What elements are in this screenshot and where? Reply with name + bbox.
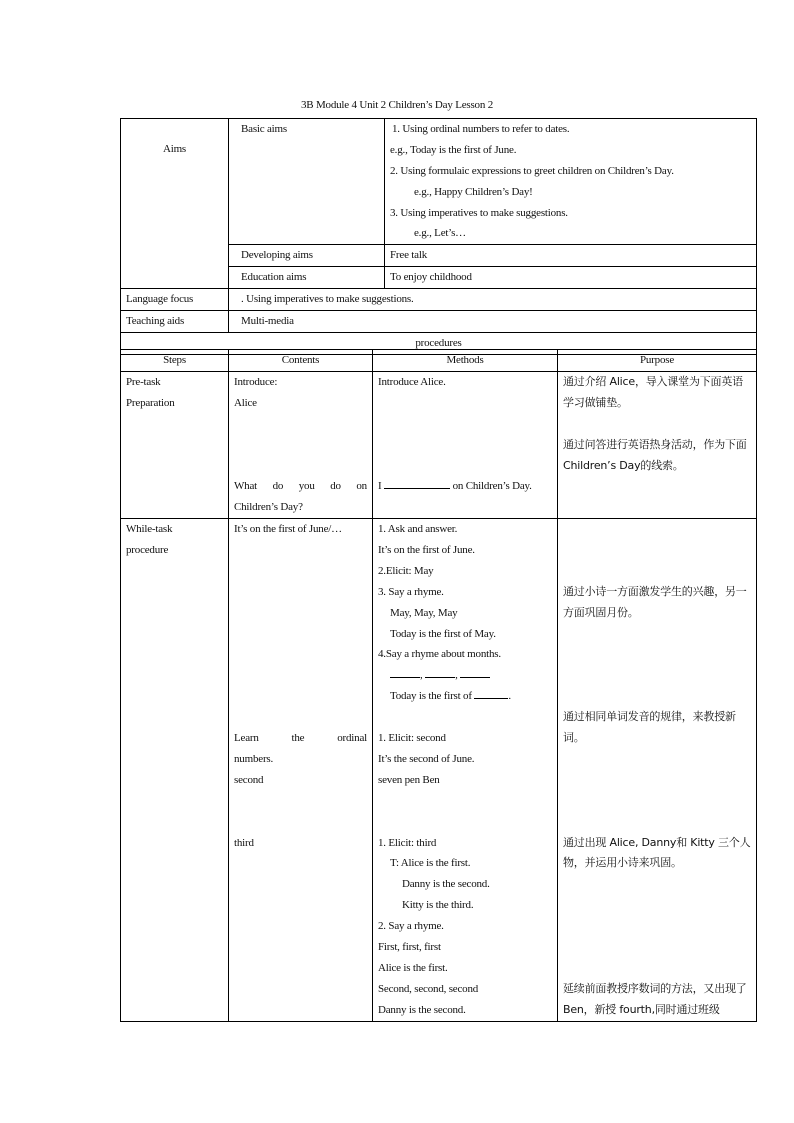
fill-blank [390, 667, 420, 678]
language-focus-value: . Using imperatives to make suggestions. [229, 289, 757, 311]
method-line: Today is the first of May. [390, 627, 496, 640]
education-aims-label: Education aims [241, 271, 307, 284]
word: do [330, 480, 341, 493]
content-line: Alice [234, 396, 257, 409]
document-title: 3B Module 4 Unit 2 Children’s Day Lesson 2 [300, 99, 494, 111]
pretask-contents [229, 371, 373, 518]
basic-aims-details [385, 119, 757, 245]
method-line: T: Alice is the first. [390, 857, 471, 870]
word: you [298, 480, 315, 493]
method-line: Danny is the second. [402, 878, 490, 891]
aims-label: Aims [162, 143, 187, 155]
content-line: numbers. [234, 752, 274, 765]
method-line: 1. Ask and answer. [378, 523, 458, 536]
word: What [234, 480, 258, 493]
content-line: second [234, 773, 264, 786]
procedures-label: procedures [121, 333, 757, 355]
content-line: Children’s Day? [234, 501, 303, 514]
method-line: 2. Say a rhyme. [378, 920, 444, 933]
step-line: Pre-task [126, 375, 161, 388]
teaching-aids-label: Teaching aids [121, 311, 229, 333]
basic-aim-line: e.g., Today is the first of June. [390, 143, 517, 156]
basic-aims-label: Basic aims [241, 123, 287, 135]
fill-blank [425, 667, 455, 678]
header-methods: Methods [373, 350, 558, 372]
pretask-purpose [558, 371, 757, 518]
method-line: Second, second, second [378, 982, 479, 995]
pretask-step [121, 371, 229, 518]
whiletask-step [121, 519, 229, 1022]
content-line: It’s on the first of June/… [234, 523, 342, 536]
method-line: 1. Elicit: third [378, 836, 437, 849]
method-line: Introduce Alice. [378, 375, 446, 388]
word: do [272, 480, 284, 493]
method-line: 4.Say a rhyme about months. [378, 648, 501, 661]
basic-aims-cell [229, 119, 385, 245]
whiletask-methods [373, 519, 558, 1022]
fill-blank [474, 688, 508, 699]
word: Today is the first of [390, 690, 472, 703]
lesson-plan-grid [120, 118, 757, 355]
procedures-table [120, 349, 757, 1022]
step-line: procedure [126, 544, 169, 557]
method-line: 2.Elicit: May [378, 564, 434, 577]
header-purpose: Purpose [558, 350, 757, 372]
method-line: 1. Elicit: second [378, 732, 446, 745]
word: on Children’s Day. [452, 480, 532, 493]
method-blank-row: , , [378, 665, 552, 686]
developing-aims-cell [229, 245, 385, 267]
method-line: Danny is the second. [378, 1003, 466, 1016]
step-line: Preparation [126, 396, 175, 409]
purpose-text: 通过介绍 Alice，导入课堂为下面英语学习做铺垫。 [563, 374, 743, 409]
purpose-text: 通过出现 Alice, Danny和 Kitty 三个人物，并运用小诗来巩固。 [563, 835, 751, 870]
basic-aim-line: 1. Using ordinal numbers to refer to dates. [392, 123, 570, 135]
method-line: seven pen Ben [378, 773, 440, 786]
education-aims-cell [229, 267, 385, 289]
word: ordinal [337, 732, 367, 745]
language-focus-label: Language focus [121, 289, 229, 311]
fill-blank [460, 667, 490, 678]
word: the [291, 732, 305, 745]
step-line: While-task [126, 523, 173, 536]
basic-aim-line: e.g., Happy Children’s Day! [414, 185, 533, 198]
header-contents: Contents [229, 350, 373, 372]
basic-aim-line: 2. Using formulaic expressions to greet children on Children’s Day. [390, 164, 674, 177]
teaching-aids-value: Multi-media [229, 311, 757, 333]
word: on [356, 480, 367, 493]
method-line: May, May, May [390, 606, 458, 619]
method-blank-line [378, 476, 552, 497]
whiletask-purpose [558, 519, 757, 1022]
purpose-text: 通过小诗一方面激发学生的兴趣，另一方面巩固月份。 [563, 584, 747, 619]
method-line: First, first, first [378, 940, 441, 953]
aims-cell [121, 119, 229, 289]
content-question-line [234, 476, 367, 497]
method-line: Kitty is the third. [402, 899, 474, 912]
method-blank-line: Today is the first of . [390, 690, 511, 703]
fill-blank [384, 478, 450, 489]
purpose-text: 通过相同单词发音的规律，来教授新词。 [563, 710, 736, 745]
method-line: Alice is the first. [378, 961, 448, 974]
method-line: 3. Say a rhyme. [378, 585, 444, 598]
content-learn-line [234, 728, 367, 749]
education-aims-value: To enjoy childhood [385, 267, 757, 289]
content-line: third [234, 836, 254, 849]
basic-aim-line: 3. Using imperatives to make suggestions. [390, 206, 568, 219]
content-line: Introduce: [234, 375, 278, 388]
word: Learn [234, 732, 259, 745]
purpose-text: 通过问答进行英语热身活动，作为下面 Children’s Day的线索。 [563, 437, 747, 472]
pretask-methods [373, 371, 558, 518]
method-line: It’s on the first of June. [378, 544, 475, 557]
purpose-text: 延续前面教授序数词的方法，又出现了 Ben，新授 fourth,同时通过班级 [563, 981, 747, 1016]
whiletask-contents [229, 519, 373, 1022]
header-steps: Steps [121, 350, 229, 372]
developing-aims-value: Free talk [385, 245, 757, 267]
basic-aim-line: e.g., Let’s… [414, 227, 466, 240]
developing-aims-label: Developing aims [241, 249, 313, 262]
method-line: It’s the second of June. [378, 752, 475, 765]
word: I [378, 480, 382, 493]
